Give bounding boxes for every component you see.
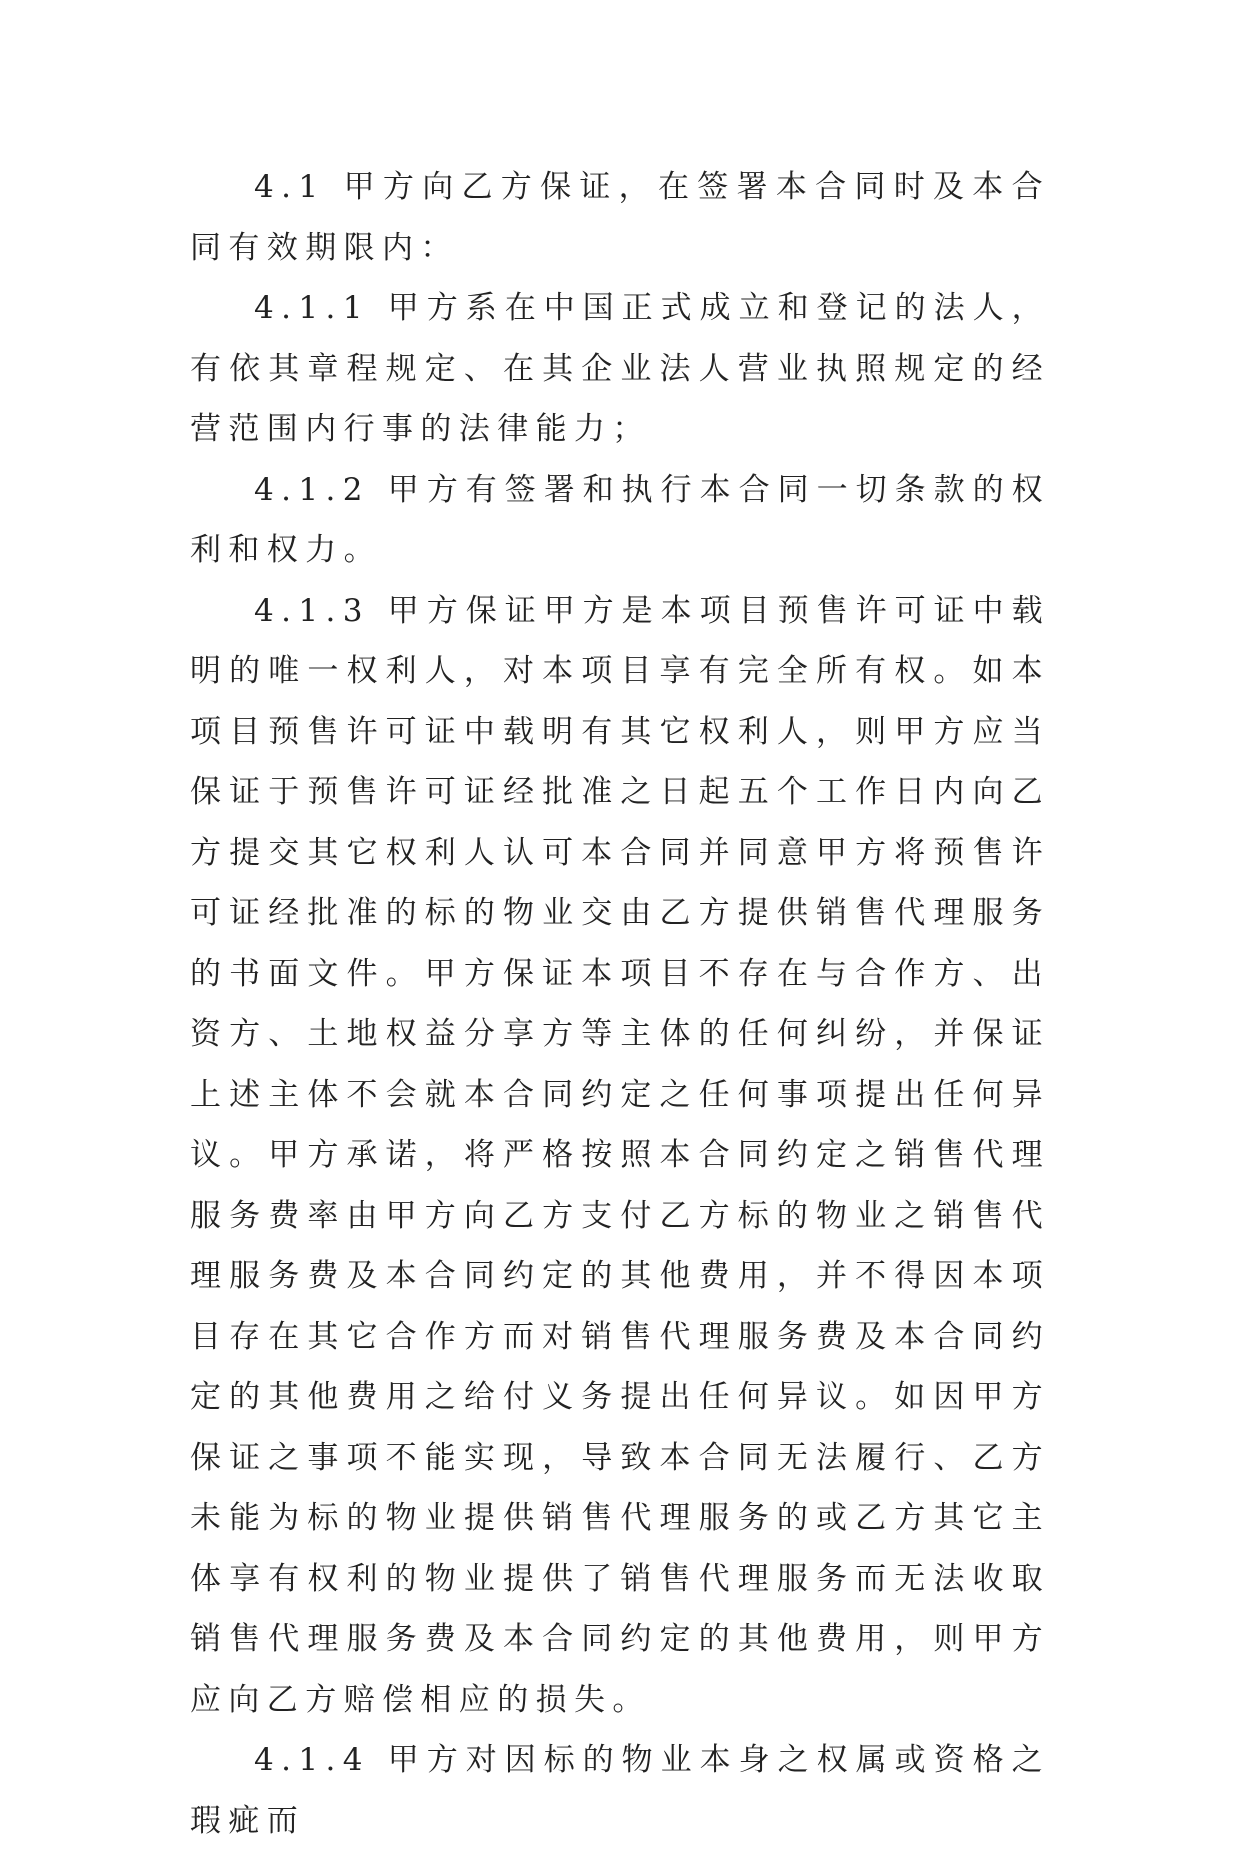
clause-4-1: 4.1 甲方向乙方保证，在签署本合同时及本合同有效期限内： bbox=[190, 169, 1050, 266]
clause-4-1-2: 4.1.2 甲方有签署和执行本合同一切条款的权利和权力。 bbox=[190, 471, 1050, 568]
clause-4-1-4: 4.1.4 甲方对因标的物业本身之权属或资格之瑕疵而 bbox=[190, 1742, 1050, 1839]
clause-4-1-3: 4.1.3 甲方保证甲方是本项目预售许可证中载明的唯一权利人，对本项目享有完全所有权。如本项目预售许可证中载明有其它权利人，则甲方应当保证于预售许可证经批准之日起五个工作日内向乙方提交其它权利人认可本合同并同意甲方将预售许可证经批准的标的物业交由乙方提供销售代理服务的书面文件。甲方保证本项目不存在与合作方、出资方、土地权益分享方等主体的任何纠纷，并保证上述主体不会就本合同约定之任何事项提出任何异议。甲方承诺，将严格按照本合同约定之销售代理服务费率由甲方向乙方支付乙方标的物业之销售代理服务费及本合同约定的其他费用，并不得因本项目存在其它合作方而对销售代理服务费及本合同约定的其他费用之给付义务提出任何异议。如因甲方保证之事项不能实现，导致本合同无法履行、乙方未能为标的物业提供销售代理服务的或乙方其它主体享有权利的物业提供了销售代理服务而无法收取销售代理服务费及本合同约定的其他费用，则甲方应向乙方赔偿相应的损失。 bbox=[190, 592, 1050, 1718]
document-body bbox=[190, 157, 1050, 1851]
clause-4-1-1: 4.1.1 甲方系在中国正式成立和登记的法人，有依其章程规定、在其企业法人营业执照规定的经营范围内行事的法律能力； bbox=[190, 290, 1050, 447]
